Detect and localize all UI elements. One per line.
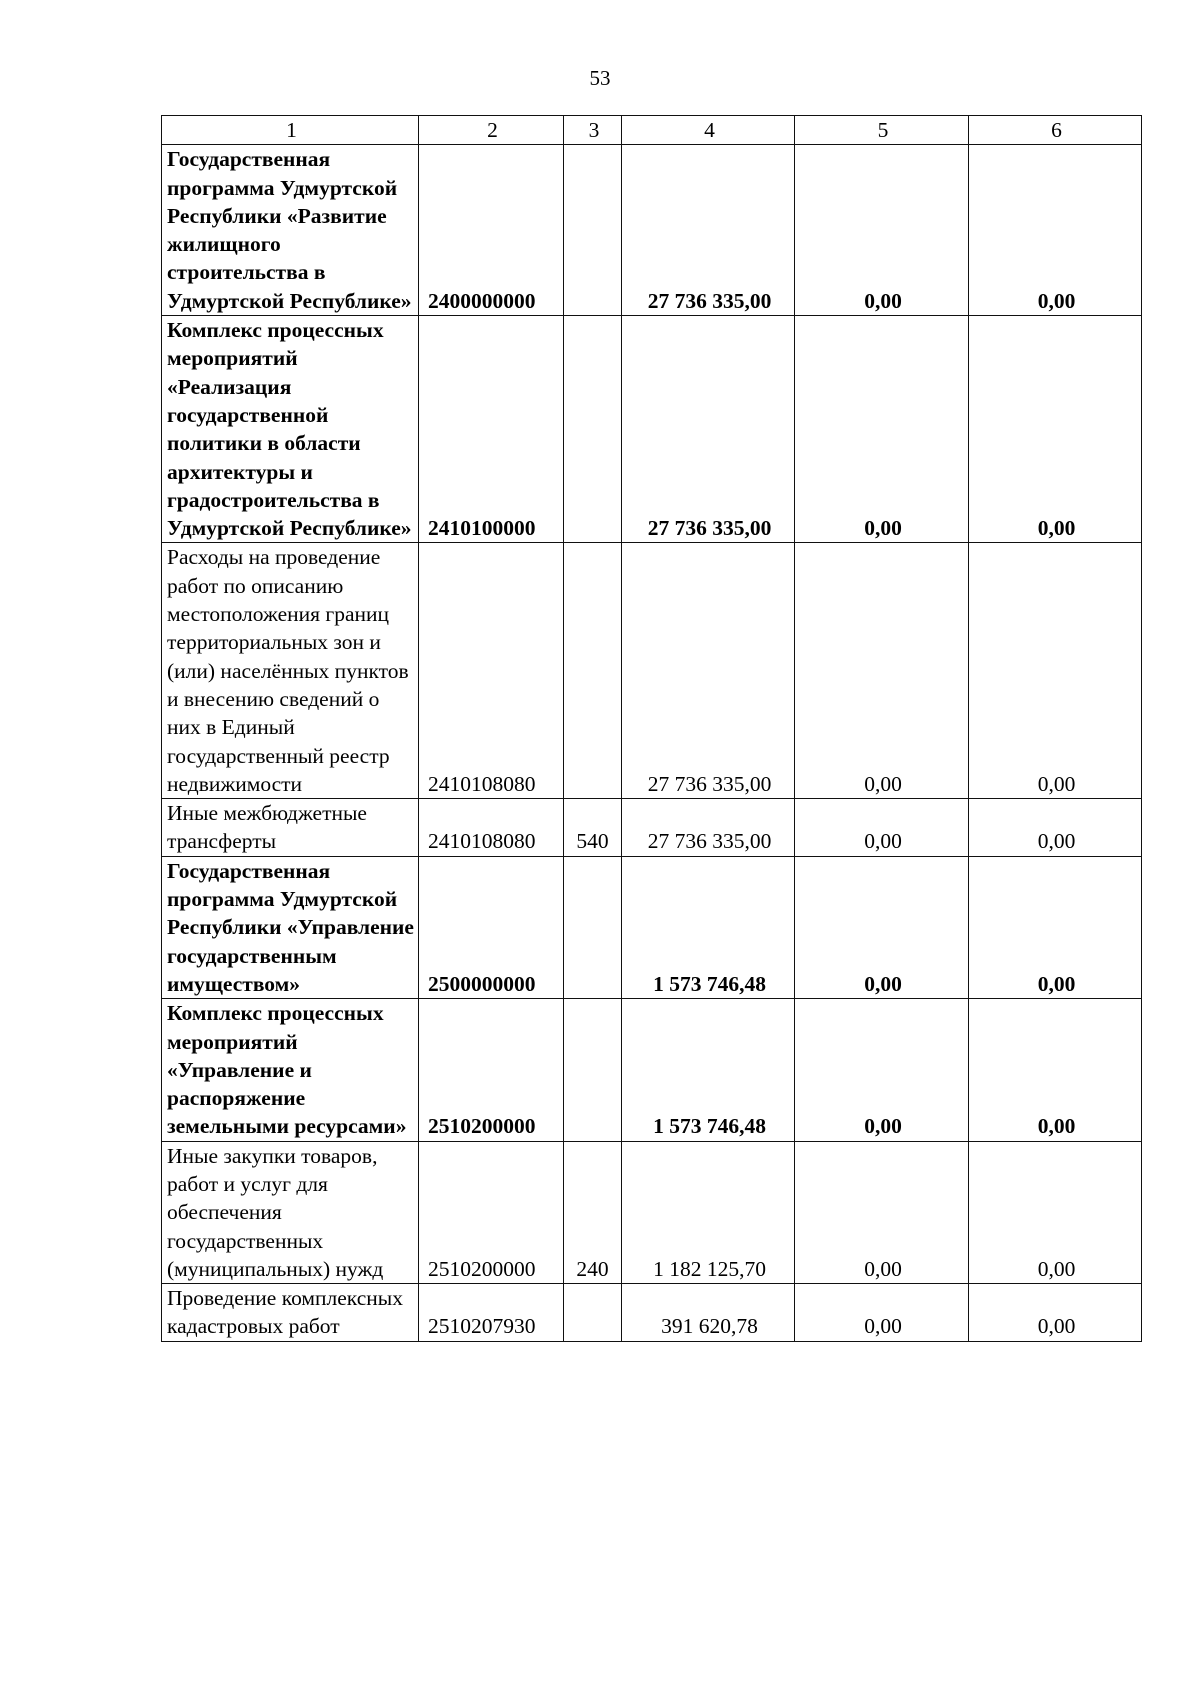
table-row <box>162 1141 1142 1283</box>
row-expense-type <box>564 999 622 1141</box>
row-amount: 1 573 746,48 <box>622 999 795 1141</box>
table-row <box>162 1284 1142 1342</box>
row-name: Иные межбюджетные трансферты <box>162 799 419 857</box>
row-col6: 0,00 <box>969 543 1142 799</box>
row-name: Государственная программа Удмуртской Республики «Развитие жилищного строительства в Удмуртской Республике» <box>162 145 419 316</box>
row-code: 2510200000 <box>419 1141 564 1283</box>
row-amount: 27 736 335,00 <box>622 799 795 857</box>
row-name: Комплекс процессных мероприятий «Управление и распоряжение земельными ресурсами» <box>162 999 419 1141</box>
table-body <box>162 145 1142 1341</box>
column-header-1: 1 <box>162 116 419 145</box>
row-expense-type: 540 <box>564 799 622 857</box>
row-code: 2510207930 <box>419 1284 564 1342</box>
header-row <box>162 116 1142 145</box>
row-code: 2410100000 <box>419 316 564 543</box>
column-header-4: 4 <box>622 116 795 145</box>
row-expense-type <box>564 316 622 543</box>
table-row <box>162 145 1142 316</box>
row-name: Проведение комплексных кадастровых работ <box>162 1284 419 1342</box>
row-col5: 0,00 <box>795 145 969 316</box>
row-code: 2410108080 <box>419 799 564 857</box>
row-code: 2500000000 <box>419 856 564 998</box>
table-row <box>162 543 1142 799</box>
row-col5: 0,00 <box>795 999 969 1141</box>
row-expense-type <box>564 1284 622 1342</box>
row-col5: 0,00 <box>795 543 969 799</box>
row-col6: 0,00 <box>969 316 1142 543</box>
table-header <box>162 116 1142 145</box>
row-name: Расходы на проведение работ по описанию местоположения границ территориальных зон и (или) населённых пунктов и внесению сведений о них в Единый государственный реестр недвижимости <box>162 543 419 799</box>
row-amount: 27 736 335,00 <box>622 145 795 316</box>
row-col5: 0,00 <box>795 856 969 998</box>
table-row <box>162 856 1142 998</box>
row-col5: 0,00 <box>795 799 969 857</box>
row-name: Комплекс процессных мероприятий «Реализация государственной политики в области архитектуры и градостроительства в Удмуртской Республике» <box>162 316 419 543</box>
table-row <box>162 999 1142 1141</box>
column-header-2: 2 <box>419 116 564 145</box>
row-amount: 27 736 335,00 <box>622 543 795 799</box>
row-expense-type <box>564 145 622 316</box>
row-name: Иные закупки товаров, работ и услуг для обеспечения государственных (муниципальных) нужд <box>162 1141 419 1283</box>
row-name: Государственная программа Удмуртской Республики «Управление государственным имуществом» <box>162 856 419 998</box>
table-row <box>162 316 1142 543</box>
row-code: 2410108080 <box>419 543 564 799</box>
row-col6: 0,00 <box>969 799 1142 857</box>
row-col5: 0,00 <box>795 316 969 543</box>
row-amount: 27 736 335,00 <box>622 316 795 543</box>
row-expense-type <box>564 543 622 799</box>
row-amount: 391 620,78 <box>622 1284 795 1342</box>
row-col6: 0,00 <box>969 145 1142 316</box>
column-header-5: 5 <box>795 116 969 145</box>
page-number: 53 <box>589 66 611 90</box>
row-code: 2400000000 <box>419 145 564 316</box>
budget-table <box>161 115 1142 1342</box>
row-col6: 0,00 <box>969 856 1142 998</box>
column-header-6: 6 <box>969 116 1142 145</box>
row-col6: 0,00 <box>969 999 1142 1141</box>
row-col5: 0,00 <box>795 1284 969 1342</box>
column-header-3: 3 <box>564 116 622 145</box>
row-code: 2510200000 <box>419 999 564 1141</box>
row-expense-type: 240 <box>564 1141 622 1283</box>
row-col5: 0,00 <box>795 1141 969 1283</box>
row-amount: 1 182 125,70 <box>622 1141 795 1283</box>
row-amount: 1 573 746,48 <box>622 856 795 998</box>
row-expense-type <box>564 856 622 998</box>
row-col6: 0,00 <box>969 1141 1142 1283</box>
table-row <box>162 799 1142 857</box>
row-col6: 0,00 <box>969 1284 1142 1342</box>
